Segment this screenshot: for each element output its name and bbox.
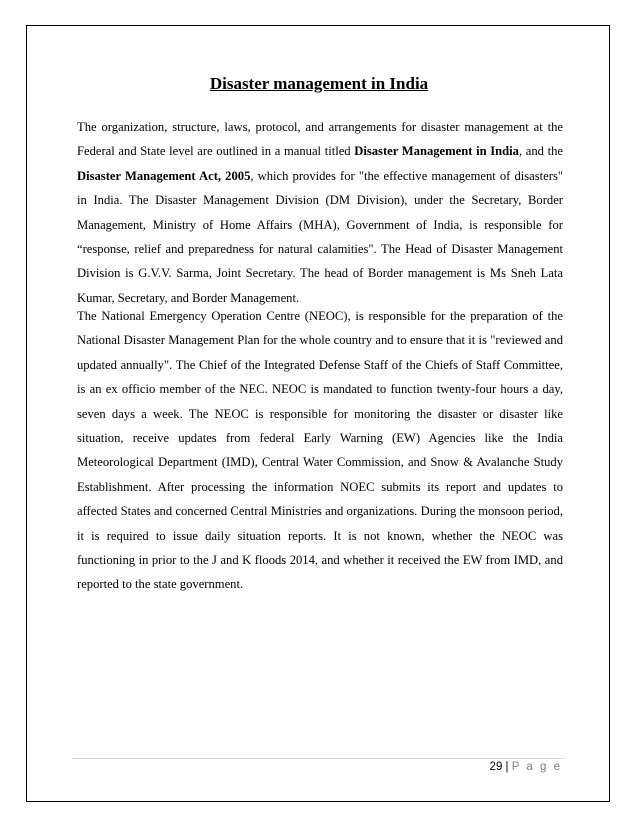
paragraph-2: The National Emergency Operation Centre (NEOC), is responsible for the preparation of the National Disaster Management Plan for the whole country and to ensure that it is "reviewed and updated annually". The Chief of the Integrated Defense Staff of the Chiefs of Staff Committee, is an ex officio member of the NEC. NEOC is mandated to function twenty-four hours a day, seven days a week. The NEOC is responsible for monitoring the disaster or disaster like situation, receive updates from federal Early Warning (EW) Agencies like the India Meteorological Department (IMD), Central Water Commission, and Snow & Avalanche Study Establishment. After processing the information NOEC submits its report and updates to affected States and concerned Central Ministries and organizations. During the monsoon period, it is required to issue daily situation reports. It is not known, whether the NEOC was functioning in prior to the J and K floods 2014, and whether it received the EW from IMD, and reported to the state government.: [77, 309, 563, 592]
page-title: Disaster management in India: [209, 74, 429, 93]
paragraph-1-text-a: The organization, structure, laws, protocol, and arrangements for disaster management at the Federal and State level are outlined in a manual titled: [77, 120, 563, 159]
manual-title-bold: Disaster Management in India: [354, 144, 519, 159]
footer-separator: |: [505, 761, 509, 773]
paragraph-1: [77, 115, 563, 310]
paragraph-1-text-b: , and the: [518, 144, 564, 159]
page-number: 29: [489, 761, 503, 773]
footer-divider: [72, 758, 566, 759]
paragraph-1-text-c: , which provides for "the effective management of disasters" in India. The Disaster Management Division (DM Division), under the Secretary, Border Management, Ministry of Home Affairs (MHA), Government of India, is responsible for “response, relief and preparedness for natural calamities". The Head of Disaster Management Division is G.V.V. Sarma, Joint Secretary. The head of Border management is Ms Sneh Lata Kumar, Secretary, and Border Management.: [77, 168, 563, 305]
page-label: P a g e: [511, 761, 562, 773]
act-title-bold: Disaster Management Act, 2005: [77, 168, 251, 183]
page-footer: [490, 761, 562, 773]
